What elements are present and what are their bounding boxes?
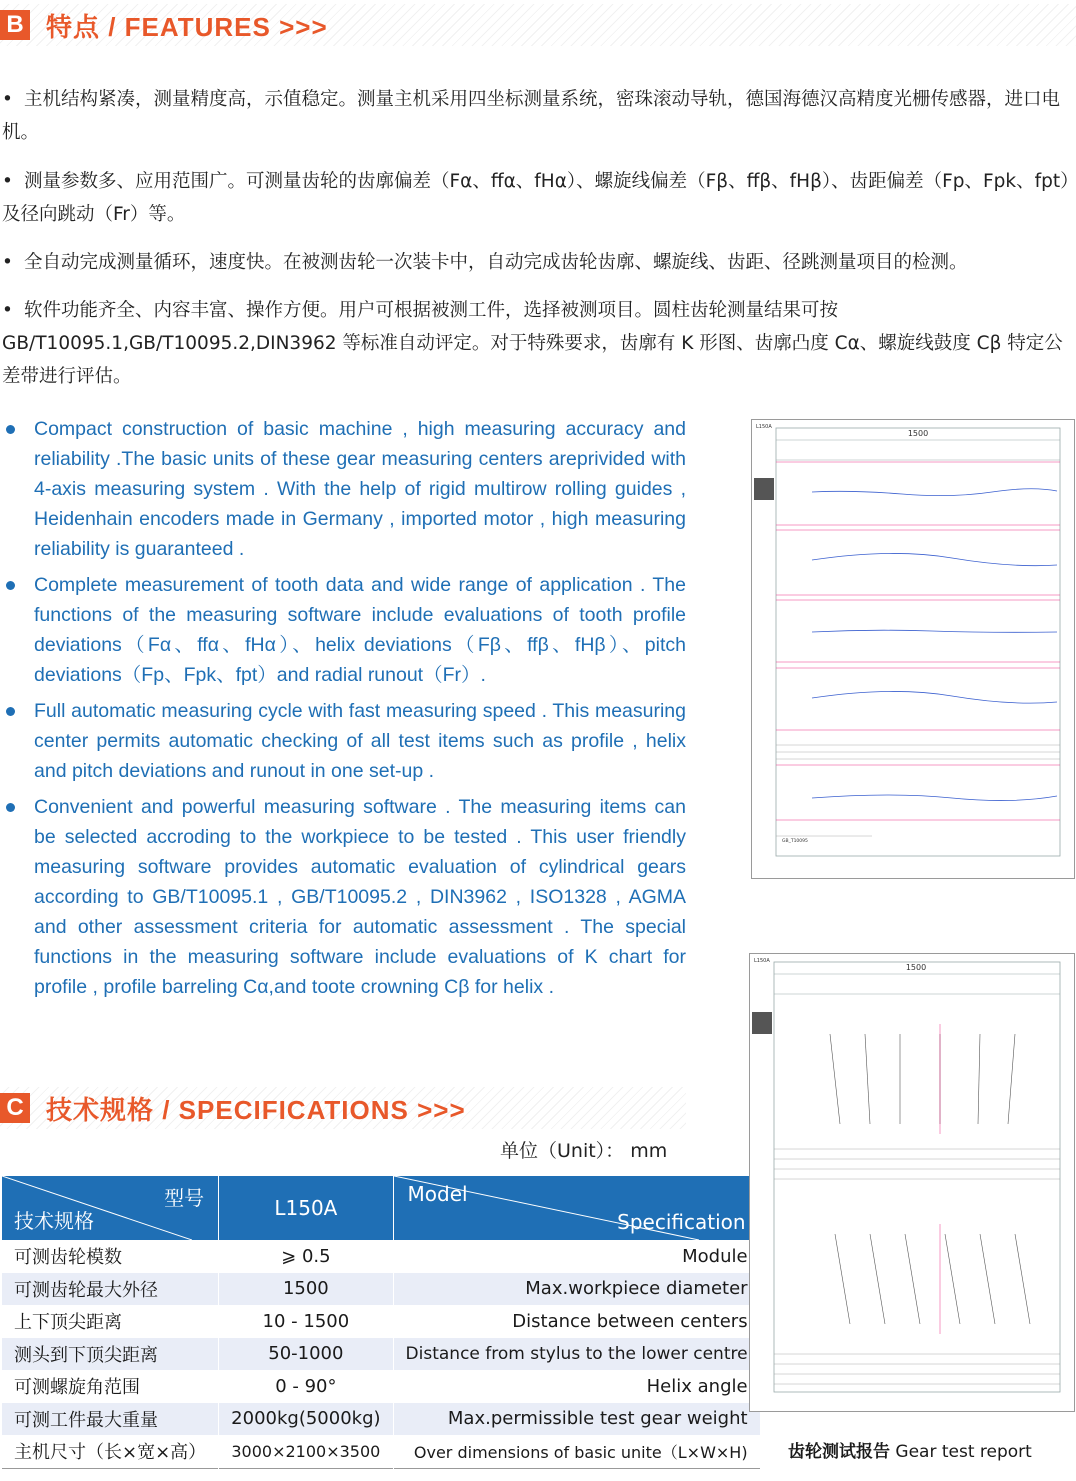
gear-test-report-2	[749, 953, 1075, 1412]
report-1-table-lines	[776, 745, 1060, 836]
gear-test-report-1	[751, 419, 1075, 879]
en-feature-1: Compact construction of basic machine , high measuring accuracy and reliability .The basic units of these gear measuring centers areprivided with 4-axis measuring system . With the help of rigid multirow rolling guides , Heidenhain encoders made in Germany , imported motor , high measuring reliability is guaranteed .	[0, 414, 686, 564]
qr-code-icon	[754, 478, 774, 500]
report-1-curves	[812, 489, 1057, 801]
spec-row	[2, 1273, 760, 1306]
spec-cn: 可测螺旋角范围	[14, 1377, 140, 1399]
report-caption-en: Gear test report	[895, 1442, 1032, 1462]
cn-feature-1: • 主机结构紧凑，测量精度高，示值稳定。测量主机采用四坐标测量系统，密珠滚动导轨，德国海德汉高精度光栅传感器，进口电机。	[2, 89, 1061, 143]
spec-row	[2, 1305, 760, 1338]
header-en-top: Model	[407, 1182, 468, 1206]
cn-feature-4: • 软件功能齐全、内容丰富、操作方便。用户可根据被测工件，选择被测项目。圆柱齿轮测量结果可按 GB/T10095.1,GB/T10095.2,DIN3962 等标准自动评定。对于特殊要求，齿廓有 K 形图、齿廓凸度 Cα、螺旋线鼓度 Cβ 特定公差带进行评估。	[2, 300, 1063, 387]
unit-label: 单位（Unit）： mm	[500, 1140, 668, 1162]
report-1-standard: GB_T10095	[782, 839, 808, 844]
report-1-model: L150A	[756, 424, 772, 430]
spec-row	[2, 1435, 760, 1468]
report-1-diameter: 1500	[907, 429, 929, 438]
spec-cn: 测头到下顶尖距离	[2, 1338, 219, 1371]
header-cell-en	[393, 1176, 760, 1240]
spec-row	[2, 1370, 760, 1403]
spec-value: 50-1000	[219, 1338, 393, 1371]
specs-section-title: 技术规格 / SPECIFICATIONS >>>	[46, 1094, 466, 1125]
spec-value: 0 - 90°	[219, 1370, 393, 1403]
report-2-drawing	[750, 954, 1074, 1411]
spec-en: Max.workpiece diameter	[393, 1273, 760, 1306]
spec-value: ⩾ 0.5	[219, 1240, 393, 1273]
spec-row	[2, 1403, 760, 1436]
en-feature-3: Full automatic measuring cycle with fast measuring speed . This measuring center permits automatic checking of all test items such as profile , helix and pitch deviations and runout in one set-up .	[0, 696, 686, 786]
spec-table-header	[2, 1176, 760, 1240]
spec-table	[2, 1176, 760, 1469]
report-caption-cn: 齿轮测试报告	[788, 1442, 890, 1462]
en-feature-4: Convenient and powerful measuring software . The measuring items can be selected accroding to the workpiece to be tested . This user friendly measuring software provides automatic evaluation of cylindrical gears according to GB/T10095.1 , GB/T10095.2 , DIN3962 , ISO1328 , AGMA and other assessment criteria for automatic assessment . The special functions in the measuring software include evaluations of K chart for profile , profile barreling Cα,and toote crowning Cβ for helix .	[0, 792, 686, 1002]
report-1-orange-bands	[776, 462, 1060, 820]
report-2-model: L150A	[754, 958, 770, 964]
features-header	[0, 4, 328, 46]
spec-value: 2000kg(5000kg)	[219, 1403, 393, 1436]
en-feature-2: Complete measurement of tooth data and wide range of application . The functions of the measuring software include evaluations of tooth profile deviations（Fα、ffα、fHα）、helix deviations（Fβ、ffβ、fHβ）、pitch deviations（Fp、Fpk、fpt）and radial runout（Fr）.	[0, 570, 686, 690]
header-en-bottom: Specification	[617, 1210, 746, 1234]
spec-row	[2, 1240, 760, 1273]
report-2-table-lines	[774, 1149, 1060, 1384]
spec-en: Distance between centers	[393, 1305, 760, 1338]
header-cn-top: 型号	[164, 1186, 205, 1210]
spec-en: Over dimensions of basic unite（L×W×H)	[393, 1435, 760, 1468]
spec-value: 1500	[219, 1273, 393, 1306]
spec-en: Distance from stylus to the lower centre	[393, 1338, 760, 1371]
spec-en: Module	[393, 1240, 760, 1273]
spec-cn: 可测工件最大重量	[2, 1403, 219, 1436]
spec-cn: 可测齿轮最大外径	[2, 1273, 219, 1306]
qr-code-icon	[752, 1012, 772, 1034]
header-model: L150A	[219, 1176, 393, 1240]
spec-row	[2, 1338, 760, 1371]
report-2-diameter: 1500	[905, 963, 927, 972]
spec-cn: 上下顶尖距离	[14, 1312, 122, 1334]
spec-cn: 主机尺寸（长×宽×高）	[14, 1442, 207, 1464]
features-section-title: 特点 / FEATURES >>>	[46, 11, 328, 42]
spec-value: 3000×2100×3500	[219, 1435, 393, 1468]
specs-section-letter: C	[0, 1093, 30, 1123]
spec-cn: 可测齿轮模数	[14, 1247, 122, 1269]
header-cell-label	[2, 1176, 219, 1240]
spec-en: Helix angle	[393, 1370, 760, 1403]
features-section-letter: B	[0, 10, 30, 40]
spec-en: Max.permissible test gear weight	[393, 1403, 760, 1436]
header-cn-bottom: 技术规格	[14, 1209, 94, 1233]
spec-value: 10 - 1500	[219, 1305, 393, 1338]
cn-feature-3: • 全自动完成测量循环，速度快。在被测齿轮一次装卡中，自动完成齿轮齿廓、螺旋线、齿距、径跳测量项目的检测。	[2, 252, 968, 273]
cn-feature-2: • 测量参数多、应用范围广。可测量齿轮的齿廓偏差（Fα、ffα、fHα）、螺旋线偏差（Fβ、ffβ、fHβ）、齿距偏差（Fp、Fpk、fpt）及径向跳动（Fr）等。	[2, 171, 1070, 225]
specs-header	[0, 1087, 466, 1129]
report-caption	[788, 1437, 1032, 1462]
report-1-drawing	[752, 420, 1074, 878]
en-feature-list	[0, 414, 686, 1008]
